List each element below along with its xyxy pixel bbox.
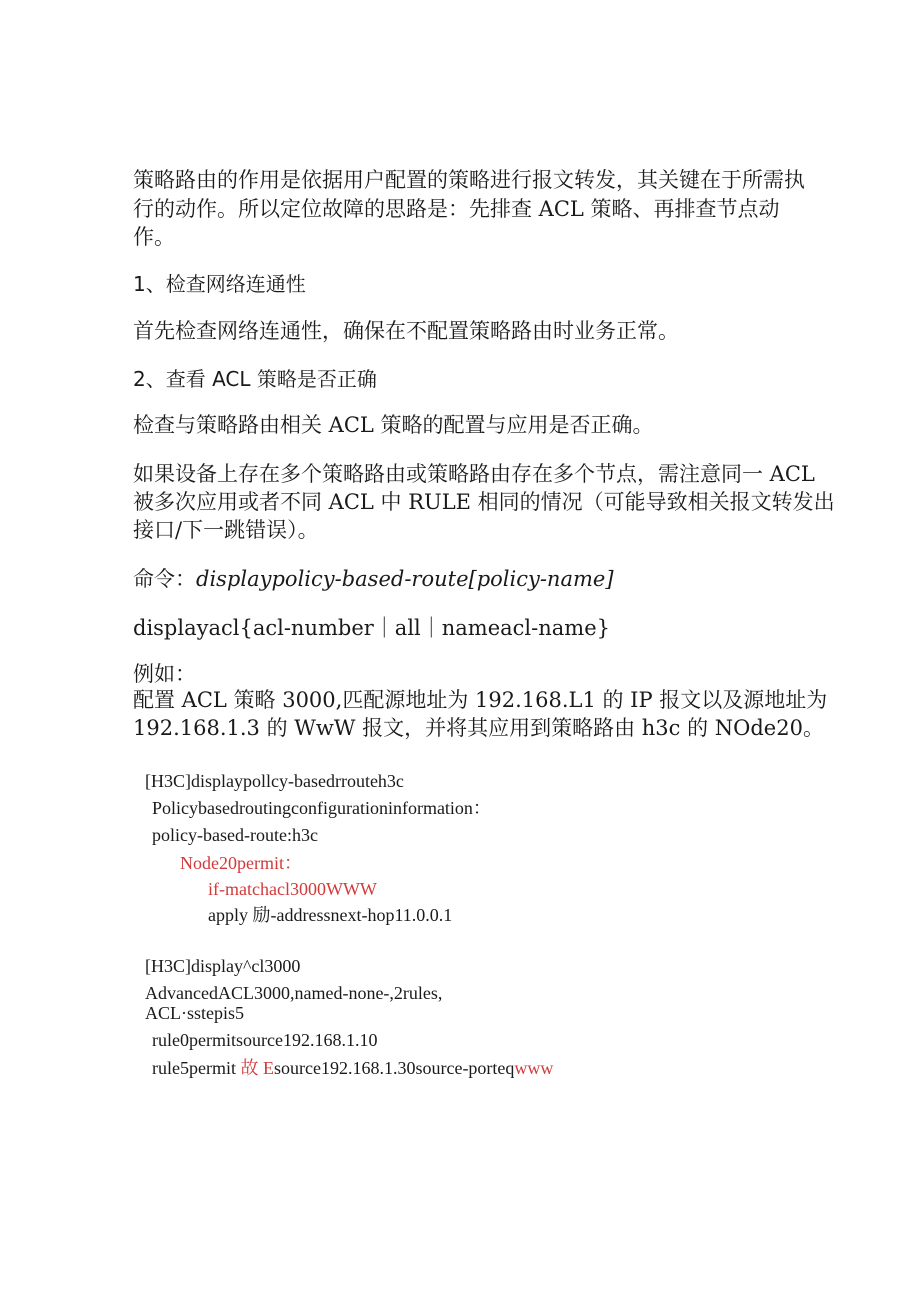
example-line-2: 192.168.1.3 的 WwW 报文，并将其应用到策略路由 h3c 的 NOde20。 <box>133 716 824 740</box>
section-2-body: 检查与策略路由相关 ACL 策略的配置与应用是否正确。 <box>133 413 654 437</box>
example-label: 例如： <box>133 662 196 686</box>
code-line-5: if-matchacl3000WWW <box>208 879 377 899</box>
code-line-7: [H3C]display^cl3000 <box>145 956 301 976</box>
note-line-1: 如果设备上存在多个策略路由或策略路由存在多个节点，需注意同一 ACL <box>133 462 815 486</box>
code-line-4: Node20permit： <box>180 853 302 873</box>
command-display-policy: displaypolicy-based-route[policy-name] <box>196 567 614 591</box>
code-line-2: Policybasedroutingconfigurationinformation： <box>152 798 491 818</box>
note-line-2: 被多次应用或者不同 ACL 中 RULE 相同的情况（可能导致相关报文转发出 <box>133 490 835 514</box>
section-1-heading: 1、检查网络连通性 <box>133 272 306 296</box>
example-line-1: 配置 ACL 策略 3000,匹配源地址为 192.168.L1 的 IP 报文以及源地址为 <box>133 688 828 712</box>
intro-line-1: 策略路由的作用是依据用户配置的策略进行报文转发，其关键在于所需执 <box>133 168 805 192</box>
code-line-11-source: source192.168.1.30source-porteq <box>273 1058 515 1078</box>
code-line-1: [H3C]displaypollcy-basedrrouteh3c <box>145 771 404 791</box>
command-display-acl: displayacl{acl-number｜all｜nameacl-name} <box>133 616 610 640</box>
command-prefix: 命令： <box>133 567 196 591</box>
code-line-8: AdvancedACL3000,named-none-,2rules, <box>145 983 443 1003</box>
code-line-11 <box>152 1056 553 1080</box>
code-line-11-www: www <box>514 1058 554 1078</box>
section-1-body: 首先检查网络连通性，确保在不配置策略路由时业务正常。 <box>133 319 679 343</box>
code-line-10: rule0permitsource192.168.1.10 <box>152 1030 378 1050</box>
section-2-heading: 2、查看 ACL 策略是否正确 <box>133 367 377 391</box>
note-line-3: 接口/下一跳错误）。 <box>133 518 319 542</box>
code-line-6: apply 励-addressnext-hop11.0.0.1 <box>208 905 453 925</box>
code-line-11-start: rule5permit <box>152 1058 241 1078</box>
command-line-1 <box>133 565 793 593</box>
code-line-11-garbled: 故 E <box>240 1058 274 1078</box>
code-line-9: ACL·sstepis5 <box>145 1003 244 1023</box>
intro-line-2: 行的动作。所以定位故障的思路是：先排查 ACL 策略、再排查节点动 <box>133 197 780 221</box>
code-line-3: policy-based-route:h3c <box>152 825 318 845</box>
intro-line-3: 作。 <box>133 225 175 249</box>
